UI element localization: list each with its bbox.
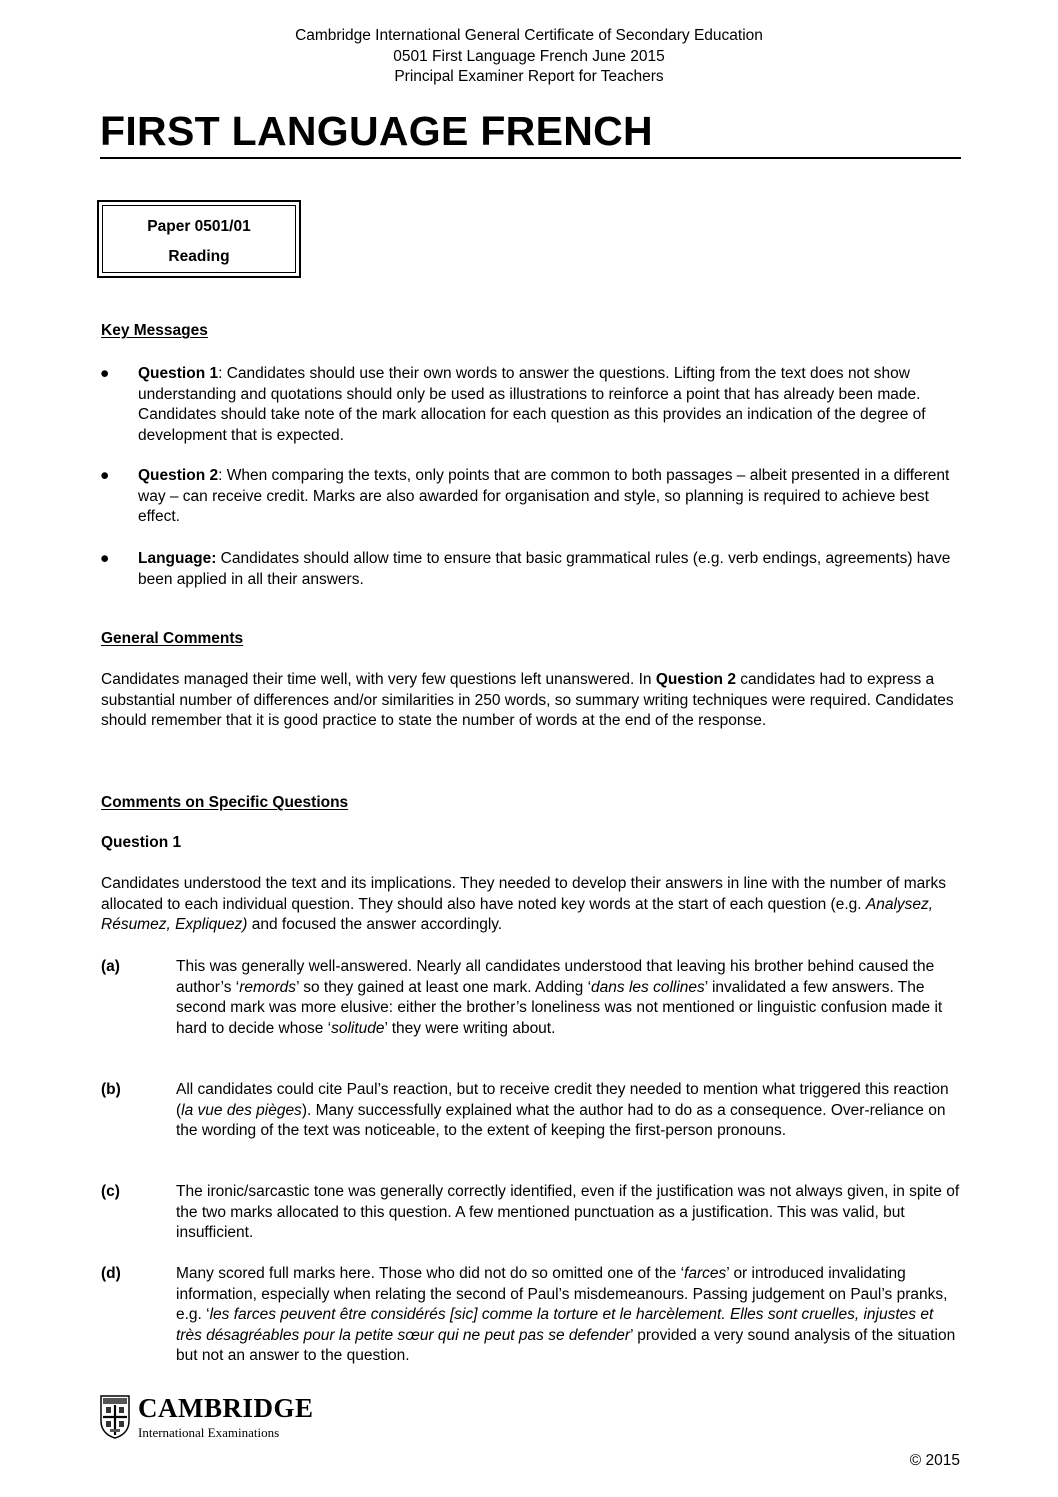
header-line-3: Principal Examiner Report for Teachers — [394, 68, 664, 85]
header-line-1: Cambridge International General Certificate of Secondary Education — [295, 27, 763, 44]
item-label: (c) — [101, 1183, 120, 1200]
item-label: (d) — [101, 1265, 121, 1282]
paper-component: Reading — [168, 248, 230, 265]
item-label: (a) — [101, 958, 120, 975]
general-comments-text: Candidates managed their time well, with very few questions left unanswered. In Question 2 candidates had to express a substantial number of differences and/or similarities in 250 words, so summary writing techniques were required. Candidates should remember that it is good practice to state the number of words at the end of the response. — [101, 671, 954, 730]
page-title: FIRST LANGUAGE FRENCH — [100, 108, 653, 154]
title-rule — [100, 157, 961, 159]
cambridge-logo — [100, 1395, 320, 1443]
header-line-2: 0501 First Language French June 2015 — [393, 47, 665, 65]
paper-box — [97, 200, 301, 278]
bullet-text: Candidates should use their own words to answer the questions. Lifting from the text does not show understanding and quotations should only be used as illustrations to reinforce a point that has already been made. Candidates should take note of the mark allocation for each question as this provides an indication of the degree of development that is expected. — [138, 365, 926, 444]
key-messages-heading: Key Messages — [101, 322, 208, 339]
bullet-icon: ● — [100, 467, 110, 484]
logo-subtitle: International Examinations — [138, 1425, 280, 1440]
bullet-text: Candidates should allow time to ensure that basic grammatical rules (e.g. verb endings, agreements) have been applied in all their answers. — [138, 550, 951, 588]
bullet-text: When comparing the texts, only points that are common to both passages – albeit presented in a different way – can receive credit. Marks are also awarded for organisation and style, so planning is required to achieve best effect. — [138, 467, 950, 526]
bullet-lead: Question 1 — [138, 365, 219, 382]
crest-icon — [100, 1395, 130, 1439]
bullet-icon: ● — [100, 550, 110, 567]
item-label: (b) — [101, 1081, 121, 1098]
general-comments-heading: General Comments — [101, 630, 244, 647]
specific-questions-heading: Comments on Specific Questions — [101, 794, 349, 811]
question-1-intro: Candidates understood the text and its implications. They needed to develop their answers in line with the number of marks allocated to each individual question. They should also have noted key words at the start of each question (e.g. Analysez, Résumez, Expliquez) and focused the answer accordingly. — [101, 875, 946, 934]
document-page: Cambridge International General Certificate of Secondary Education 0501 First Language French June 2015 Principal Examiner Report for Teachers FIRST LANGUAGE FRENCH Paper 0501/01 Reading Key Messages ● Question 1: Candidates should use their own words to answer the questions. Lifting from the text does not show understanding and quotations should only be used as illustrations to reinforce a point that has already been made. Candidates should take note of the mark allocation for each question as this provides an indication of the degree of development that is expected. ● Question 2: When comparing the texts, only points that are common to both passages – albeit presented in a different way – can receive credit. Marks are also awarded for organisation and style, so planning is required to achieve best effect. ● Language: Candidates should allow time to ensure that basic grammatical rules (e.g. verb endings, agreements) have been applied in all their answers. General Comments Candidates managed their time well, with very few questions left unanswered. In Question 2 candidates had to express a substantial number of differences and/or similarities in 250 words, so summary writing techniques were required. Candidates should remember that it is good practice to state the number of words at the end of the response. Comments on Specific Questions Question 1 Candidates understood the text and its implications. They needed to develop their answers in line with the number of marks allocated to each individual question. They should also have noted key words at the start of each question (e.g. Analysez, Résumez, Expliquez) and focused the answer accordingly. (a) This was generally well-answered. Nearly all candidates understood that leaving his brother behind caused the author’s ‘remords’ so they gained at least one mark. Adding ‘dans les collines’ invalidated a few answers. The second mark was more elusive: either the brother’s loneliness was not mentioned or linguistic confusion made it hard to decide whose ‘solitude’ they were writing about. (b) All candidates could cite Paul’s reaction, but to receive credit they needed to mention what triggered this reaction (la vue des pièges). Many successfully explained what the author had to do as a consequence. Over-reliance on the wording of the text was noticeable, to the extent of keeping the first-person pronouns. (c) The ironic/sarcastic tone was generally correctly identified, even if the justification was not always given, in spite of the two marks allocated to this question. A few mentioned punctuation as a justification. This was valid, but insufficient. (d) Many scored full marks here. Those who did not do so omitted one of the ‘farces’ or introduced invalidating information, especially when relating the second of Paul’s misdemeanours. Passing judgement on Paul’s pranks, e.g. ‘les farces peuvent être considérés [sic] comme la torture et le harcèlement. Elles sont cruelles, injustes et très désagréables pour la petite sœur qui ne peut pas se defender’ provided a very sound analysis of the situation but not an answer to the question. CAMBRIDGE International Examinations © 2015 — [0, 0, 1058, 1497]
copyright-text: © 2015 — [909, 1452, 960, 1469]
paper-code: Paper 0501/01 — [147, 218, 251, 235]
question-1-heading: Question 1 — [101, 834, 182, 851]
bullet-icon: ● — [100, 365, 110, 382]
bullet-lead: Language: — [138, 550, 217, 567]
logo-wordmark: CAMBRIDGE — [138, 1393, 314, 1423]
report-header — [0, 26, 1058, 88]
bullet-lead: Question 2 — [138, 467, 219, 484]
